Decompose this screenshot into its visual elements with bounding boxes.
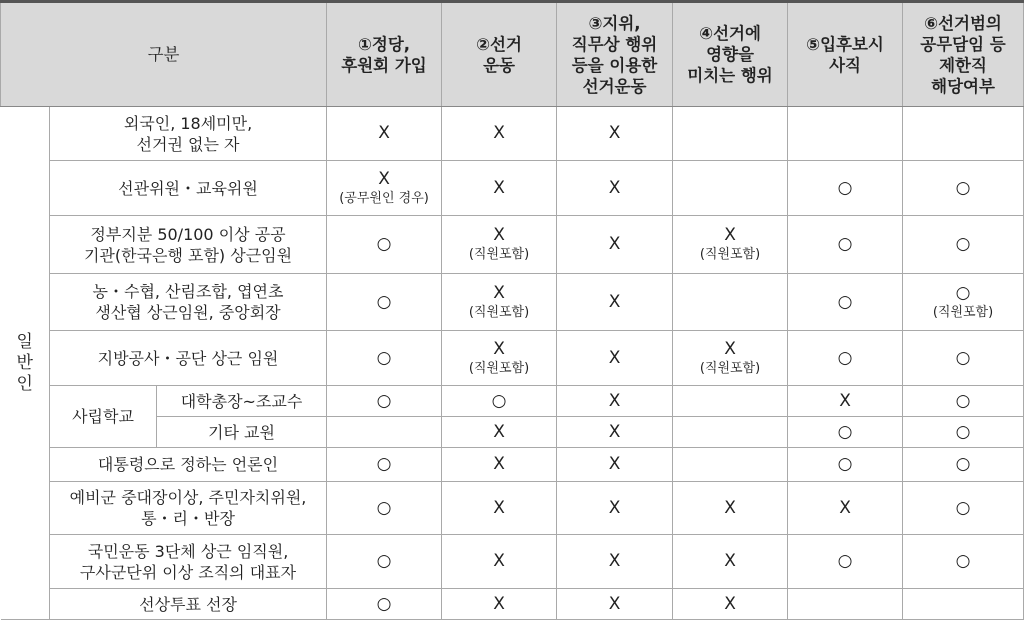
- mark-cell: [327, 386, 442, 417]
- category-line: 선거권 없는 자: [136, 134, 240, 154]
- x-mark: X: [608, 234, 621, 254]
- mark-cell: [327, 589, 442, 620]
- header-col: [557, 2, 673, 107]
- mark-cell: [903, 216, 1024, 274]
- category-line: 통・리・반장: [141, 509, 235, 528]
- mark-cell: [788, 589, 903, 620]
- table-row: [1, 216, 1024, 274]
- x-mark: X: [493, 454, 505, 474]
- mark-cell: [788, 386, 903, 417]
- header-col-line: ⑤입후보시: [806, 34, 884, 54]
- header-col-line: 영향을: [706, 45, 754, 64]
- x-mark: X: [608, 347, 621, 368]
- table-row: [1, 386, 1024, 417]
- circle-mark: ○: [837, 421, 853, 442]
- circle-mark: ○: [837, 291, 853, 312]
- circle-mark: ○: [376, 390, 392, 411]
- circle-mark: ○: [376, 291, 392, 312]
- header-col-line: 사직: [829, 55, 861, 75]
- mark-cell: [442, 589, 557, 620]
- category-cell: [50, 107, 327, 161]
- mark-cell: [327, 535, 442, 589]
- x-mark: X: [493, 593, 505, 614]
- table-header: [1, 2, 1024, 107]
- category-cell: [50, 448, 327, 482]
- mark-cell: [557, 535, 673, 589]
- mark-cell: [673, 535, 788, 589]
- group-label: [1, 107, 50, 620]
- mark-cell: [788, 482, 903, 535]
- circle-mark: ○: [837, 234, 853, 254]
- header-col-line: ①정당,: [357, 34, 411, 54]
- cell-note: (공무원인 경우): [339, 190, 429, 206]
- category-line: 구사군단위 이상 조직의 대표자: [79, 562, 297, 582]
- header-col-line: ⑥선거범의: [924, 13, 1002, 33]
- mark-cell: [903, 161, 1024, 216]
- circle-mark: ○: [376, 347, 392, 368]
- circle-mark: ○: [491, 390, 507, 411]
- mark-cell: [903, 331, 1024, 386]
- mark-cell: [903, 386, 1024, 417]
- mark-cell: [557, 589, 673, 620]
- cell-note: (직원포함): [468, 247, 530, 262]
- circle-mark: ○: [376, 454, 392, 474]
- table-row: [1, 589, 1024, 620]
- header-col-line: 운동: [483, 55, 515, 75]
- mark-cell: [442, 535, 557, 589]
- mark-cell: [327, 216, 442, 274]
- mark-cell: [327, 482, 442, 535]
- mark-cell: [327, 161, 442, 216]
- mark-cell: [442, 216, 557, 274]
- circle-mark: ○: [955, 551, 971, 571]
- table-row: [1, 274, 1024, 331]
- table-row: [1, 331, 1024, 386]
- circle-mark: ○: [376, 497, 392, 518]
- x-mark: X: [724, 497, 736, 518]
- group-label-char: 일: [16, 331, 33, 352]
- mark-cell: [673, 216, 788, 274]
- category-line: 대통령으로 정하는 언론인: [97, 455, 279, 474]
- category-cell: [50, 535, 327, 589]
- category-line: 농・수협, 산림조합, 엽연초: [92, 282, 284, 301]
- mark-cell: [903, 274, 1024, 331]
- mark-cell: [327, 417, 442, 448]
- header-col-line: 후원회 가입: [341, 55, 427, 75]
- mark-cell: [442, 417, 557, 448]
- circle-mark: ○: [376, 593, 392, 614]
- x-mark: X: [608, 177, 621, 198]
- mark-cell: [673, 482, 788, 535]
- table-row: [1, 107, 1024, 161]
- mark-cell: [327, 274, 442, 331]
- cell-note: (직원포함): [699, 247, 761, 262]
- mark-cell: [788, 216, 903, 274]
- header-col-line: 등을 이용한: [571, 55, 658, 75]
- header-col: [327, 2, 442, 107]
- mark-cell: [788, 535, 903, 589]
- header-col-line: 공무담임 등: [920, 34, 1006, 54]
- cell-note: (직원포함): [468, 360, 530, 376]
- header-col-line: 직무상 행위: [571, 34, 658, 54]
- category-cell: [157, 386, 327, 417]
- mark-cell: [673, 589, 788, 620]
- x-mark: X: [493, 225, 505, 245]
- x-mark: X: [493, 551, 505, 571]
- mark-cell: [673, 107, 788, 161]
- mark-cell: [673, 274, 788, 331]
- x-mark: X: [608, 593, 621, 614]
- mark-cell: [673, 417, 788, 448]
- circle-mark: ○: [837, 177, 853, 198]
- table-row: [1, 482, 1024, 535]
- category-cell: [50, 331, 327, 386]
- x-mark: X: [493, 123, 505, 143]
- header-col-line: 제한직: [939, 55, 987, 75]
- mark-cell: [788, 331, 903, 386]
- x-mark: X: [493, 177, 505, 198]
- cell-note: (직원포함): [932, 304, 994, 320]
- header-col: [442, 2, 557, 107]
- mark-cell: [442, 386, 557, 417]
- x-mark: X: [724, 593, 736, 614]
- header-col: [903, 2, 1024, 107]
- mark-cell: [788, 107, 903, 161]
- category-line: 외국인, 18세미만,: [123, 113, 253, 133]
- mark-cell: [327, 107, 442, 161]
- x-mark: X: [493, 497, 505, 518]
- table-row: [1, 535, 1024, 589]
- mark-cell: [903, 589, 1024, 620]
- circle-mark: ○: [955, 347, 971, 368]
- x-mark: X: [608, 291, 621, 312]
- header-col-line: 미치는 행위: [687, 66, 773, 85]
- table-row: [1, 448, 1024, 482]
- group-label-char: 인: [16, 373, 33, 394]
- mark-cell: [557, 386, 673, 417]
- x-mark: X: [608, 123, 621, 143]
- header-col-line: ③지위,: [588, 13, 641, 33]
- header-col: [788, 2, 903, 107]
- mark-cell: [903, 535, 1024, 589]
- header-col-line: 해당여부: [931, 76, 995, 96]
- x-mark: X: [608, 421, 621, 442]
- mark-cell: [442, 448, 557, 482]
- circle-mark: ○: [955, 282, 971, 303]
- x-mark: X: [378, 123, 390, 143]
- circle-mark: ○: [376, 551, 392, 571]
- category-cell: [50, 274, 327, 331]
- category-line: 국민운동 3단체 상근 임직원,: [87, 541, 289, 561]
- mark-cell: [442, 482, 557, 535]
- mark-cell: [442, 107, 557, 161]
- category-line: 기타 교원: [208, 422, 275, 442]
- x-mark: X: [493, 421, 505, 442]
- cell-note: (직원포함): [699, 360, 761, 376]
- x-mark: X: [493, 338, 505, 359]
- circle-mark: ○: [955, 390, 971, 411]
- private-school-label: 사립학교: [50, 386, 157, 448]
- header-col-line: ④선거에: [699, 24, 761, 43]
- mark-cell: [557, 482, 673, 535]
- category-cell: [50, 161, 327, 216]
- category-line: 지방공사・공단 상근 임원: [97, 348, 279, 368]
- category-line: 선상투표 선장: [139, 594, 237, 614]
- category-cell: [157, 417, 327, 448]
- x-mark: X: [608, 497, 621, 518]
- mark-cell: [327, 448, 442, 482]
- mark-cell: [442, 161, 557, 216]
- x-mark: X: [378, 168, 390, 189]
- mark-cell: [557, 107, 673, 161]
- mark-cell: [903, 482, 1024, 535]
- mark-cell: [788, 161, 903, 216]
- mark-cell: [673, 161, 788, 216]
- group-label-char: 반: [16, 352, 33, 373]
- category-line: 기관(한국은행 포함) 상근임원: [83, 245, 293, 265]
- header-col-line: ②선거: [476, 34, 522, 54]
- circle-mark: ○: [955, 177, 971, 198]
- x-mark: X: [724, 225, 736, 245]
- x-mark: X: [724, 338, 736, 359]
- table-row: [1, 161, 1024, 216]
- x-mark: X: [608, 390, 621, 411]
- header-col-line: 선거운동: [582, 76, 647, 96]
- category-line: 정부지분 50/100 이상 공공: [90, 224, 286, 244]
- circle-mark: ○: [837, 347, 853, 368]
- circle-mark: ○: [837, 551, 853, 571]
- mark-cell: [673, 331, 788, 386]
- category-cell: [50, 216, 327, 274]
- mark-cell: [442, 274, 557, 331]
- circle-mark: ○: [837, 454, 853, 474]
- header-col: [673, 2, 788, 107]
- category-line: 대학총장~조교수: [180, 391, 303, 411]
- mark-cell: [903, 107, 1024, 161]
- mark-cell: [557, 216, 673, 274]
- mark-cell: [673, 448, 788, 482]
- mark-cell: [442, 331, 557, 386]
- mark-cell: [788, 448, 903, 482]
- circle-mark: ○: [955, 234, 971, 254]
- mark-cell: [557, 331, 673, 386]
- mark-cell: [557, 448, 673, 482]
- mark-cell: [788, 417, 903, 448]
- mark-cell: [557, 161, 673, 216]
- mark-cell: [903, 448, 1024, 482]
- circle-mark: ○: [376, 234, 392, 254]
- category-line: 예비군 중대장이상, 주민자치위원,: [69, 488, 307, 507]
- header-label: 구분: [1, 2, 327, 107]
- mark-cell: [557, 274, 673, 331]
- circle-mark: ○: [955, 454, 971, 474]
- circle-mark: ○: [955, 421, 971, 442]
- x-mark: X: [839, 390, 851, 411]
- mark-cell: [903, 417, 1024, 448]
- category-line: 생산협 상근임원, 중앙회장: [95, 303, 281, 322]
- table-body: [1, 107, 1024, 620]
- x-mark: X: [493, 282, 505, 303]
- x-mark: X: [839, 497, 851, 518]
- circle-mark: ○: [955, 497, 971, 518]
- x-mark: X: [608, 454, 621, 474]
- mark-cell: [788, 274, 903, 331]
- category-cell: [50, 589, 327, 620]
- mark-cell: [557, 417, 673, 448]
- mark-cell: [673, 386, 788, 417]
- mark-cell: [327, 331, 442, 386]
- x-mark: X: [608, 551, 621, 571]
- category-cell: [50, 482, 327, 535]
- cell-note: (직원포함): [468, 304, 530, 320]
- category-line: 선관위원・교육위원: [118, 178, 258, 198]
- x-mark: X: [724, 551, 736, 571]
